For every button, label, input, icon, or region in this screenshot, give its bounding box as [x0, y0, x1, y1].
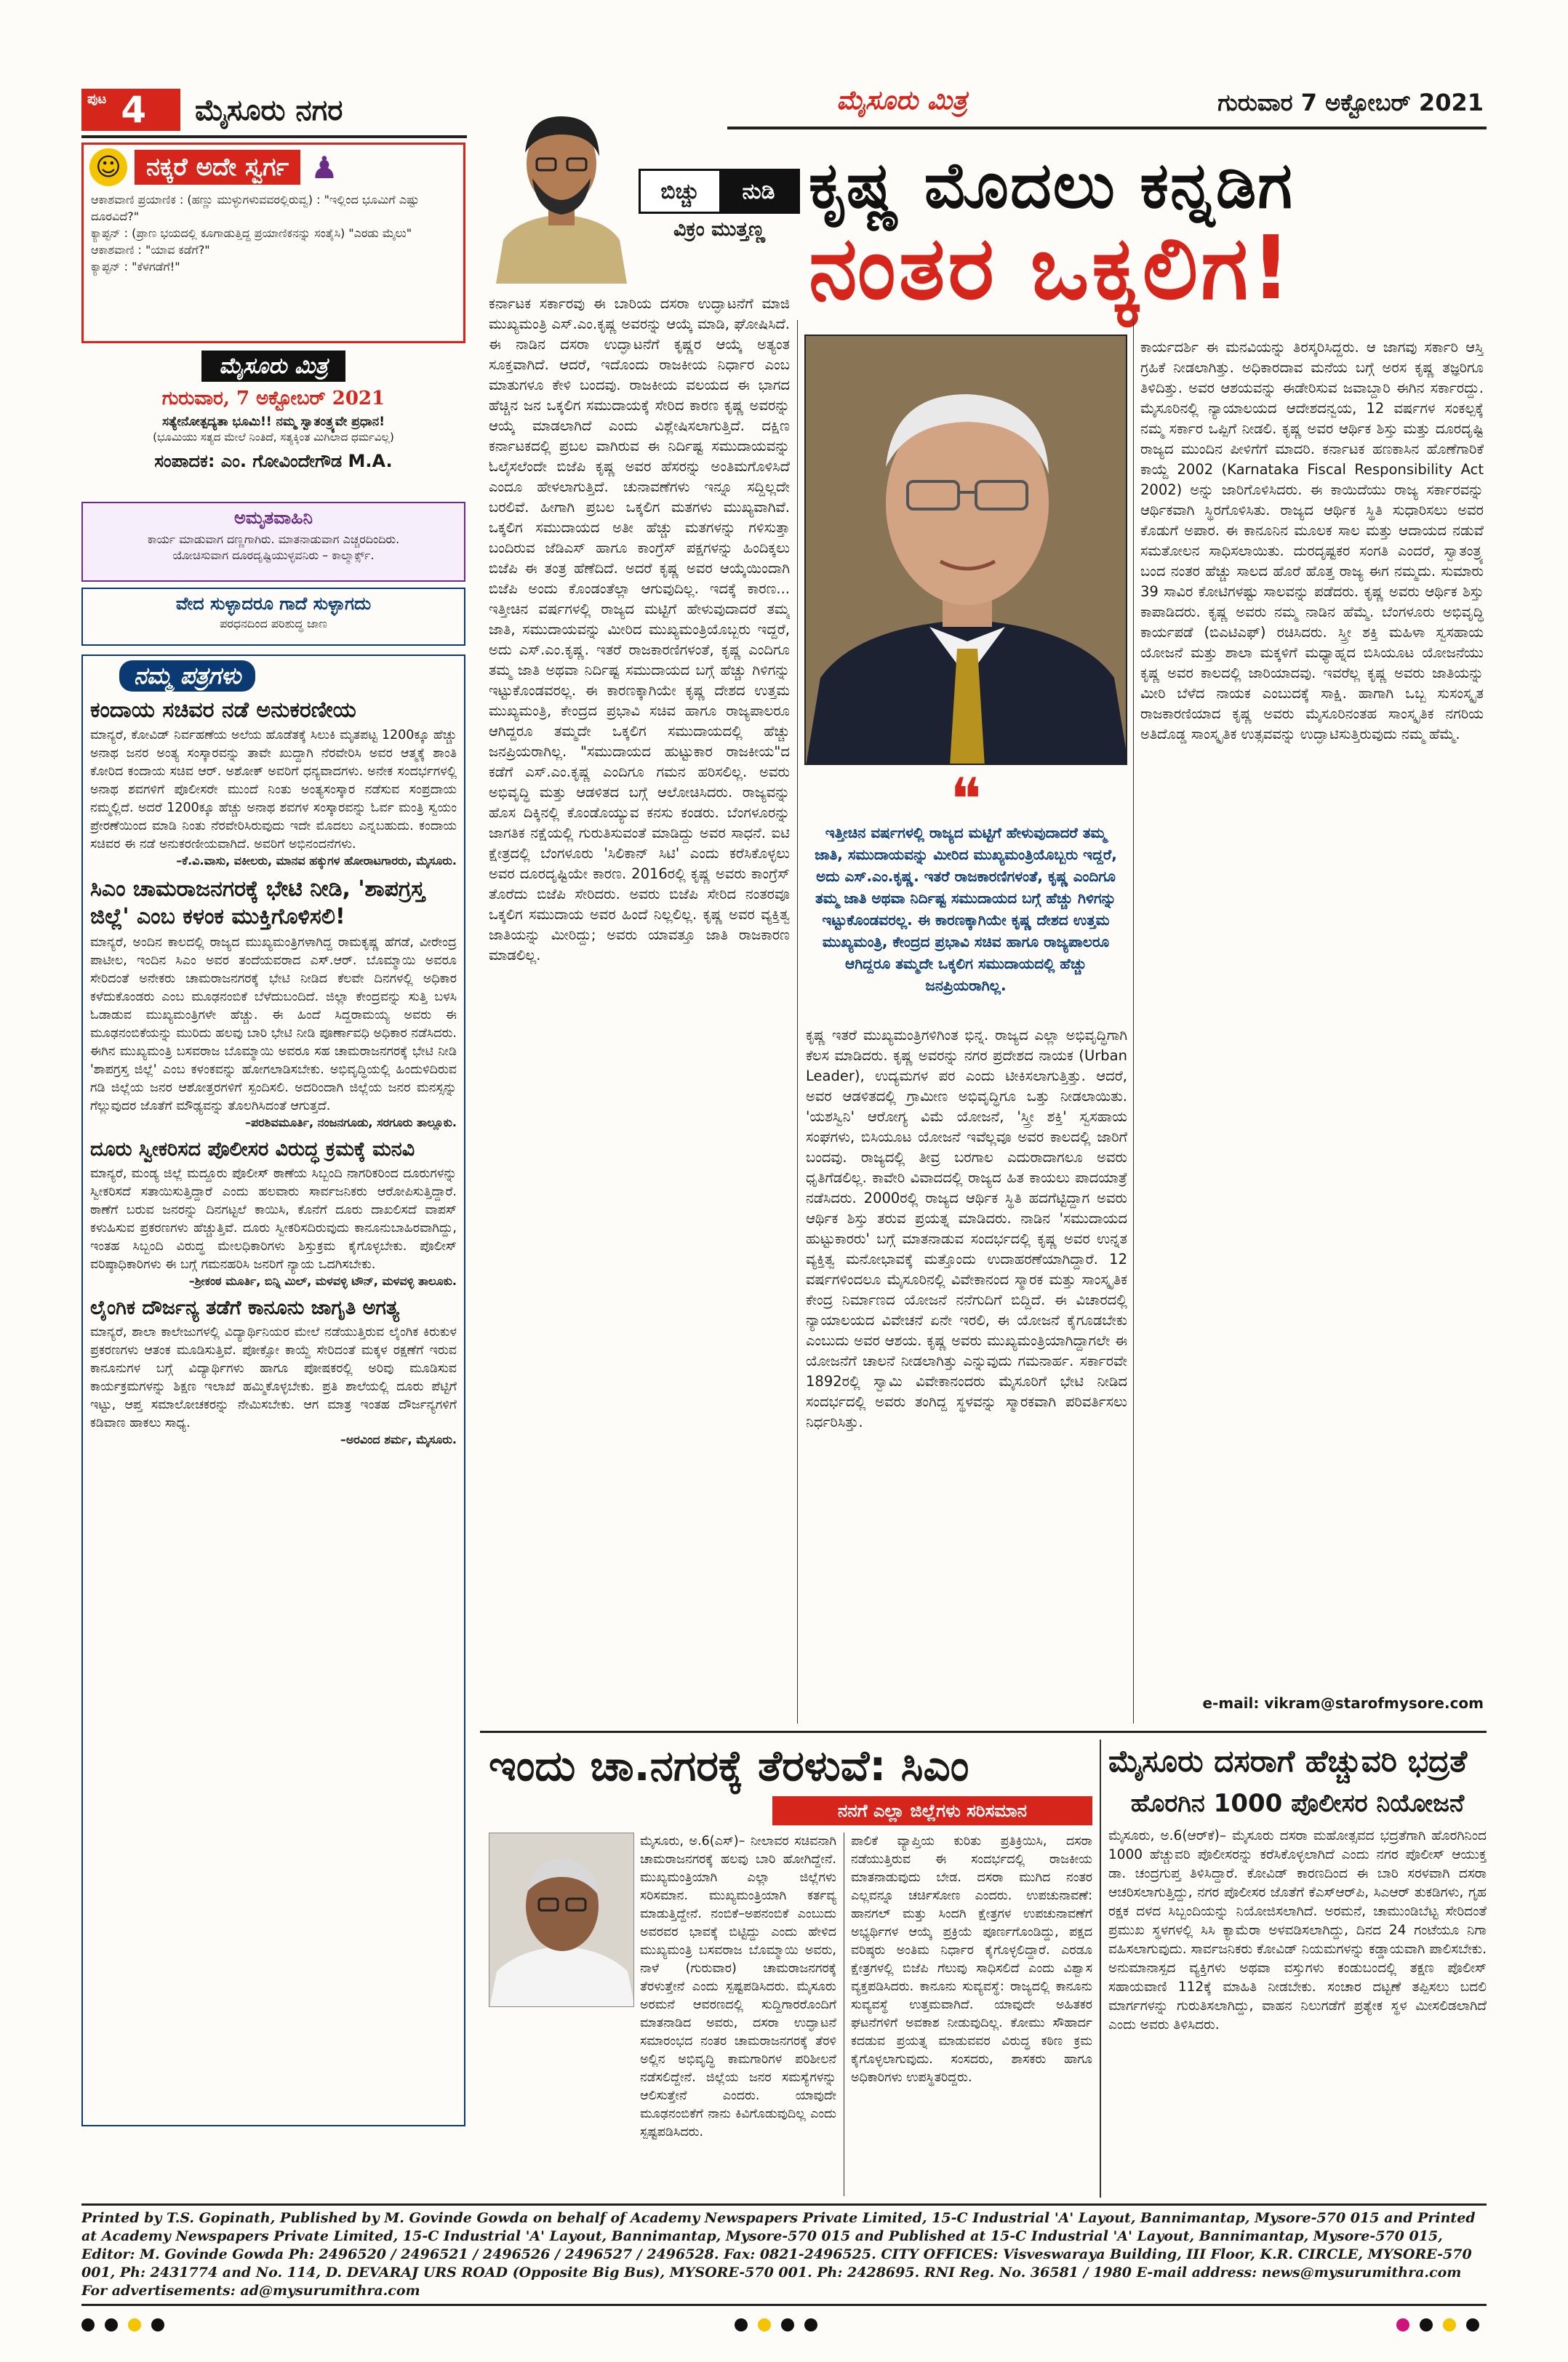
amruthavani-title: ಅಮೃತವಾಹಿನಿ	[234, 508, 313, 528]
yellow-dot	[1443, 2318, 1456, 2331]
security-story-body: ಮೈಸೂರು, ಅ.6(ಆರ್‌ಕೆ)– ಮೈಸೂರು ದಸರಾ ಮಹೋತ್ಸವದ ಭದ್ರತೆಗಾಗಿ ಹೊರಗಿನಿಂದ 1000 ಹೆಚ್ಚುವರಿ ಪೊಲೀಸರನ್ನು ಕರೆಸಿಕೊಳ್ಳಲಾಗಿದೆ ಎಂದು ನಗರ ಪೊಲೀಸ್ ಆಯುಕ್ತ ಡಾ. ಚಂದ್ರಗುಪ್ತ ತಿಳಿಸಿದ್ದಾರೆ. ಕೋವಿಡ್ ಕಾರಣದಿಂದ ಈ ಬಾರಿ ಸರಳವಾಗಿ ದಸರಾ ಆಚರಿಸಲಾಗುತ್ತಿದ್ದು, ನಗರ ಪೊಲೀಸರ ಜೊತೆಗೆ ಕೆಎಸ್‌ಆರ್‌ಪಿ, ಸಿಎಆರ್ ತುಕಡಿಗಳು, ಗೃಹ ರಕ್ಷಕ ದಳದ ಸಿಬ್ಬಂದಿಯನ್ನು ನಿಯೋಜಿಸಲಾಗಿದೆ. ಅರಮನೆ, ಚಾಮುಂಡಿಬೆಟ್ಟ ಸೇರಿದಂತೆ ಪ್ರಮುಖ ಸ್ಥಳಗಳಲ್ಲಿ ಸಿಸಿ ಕ್ಯಾಮೆರಾ ಅಳವಡಿಸಲಾಗಿದ್ದು, ದಿನದ 24 ಗಂಟೆಯೂ ನಿಗಾ ವಹಿಸಲಾಗುವುದು. ಸಾರ್ವಜನಿಕರು ಕೋವಿಡ್ ನಿಯಮಗಳನ್ನು ಕಡ್ಡಾಯವಾಗಿ ಪಾಲಿಸಬೇಕು. ಅನುಮಾನಾಸ್ಪದ ವ್ಯಕ್ತಿಗಳು ಅಥವಾ ವಸ್ತುಗಳು ಕಂಡುಬಂದಲ್ಲಿ ತಕ್ಷಣ ಪೊಲೀಸ್ ಸಹಾಯವಾಣಿ 112ಕ್ಕೆ ಮಾಹಿತಿ ನೀಡಬೇಕು. ಸಂಚಾರ ದಟ್ಟಣೆ ತಪ್ಪಿಸಲು ಬದಲಿ ಮಾರ್ಗಗಳನ್ನು ಗುರುತಿಸಲಾಗಿದ್ದು, ವಾಹನ ನಿಲುಗಡೆಗೆ ಪ್ರತ್ಯೇಕ ಸ್ಥಳ ಮೀಸಲಿಡಲಾಗಿದೆ ಎಂದು ಅವರು ತಿಳಿಸಿದರು.	[1108, 1828, 1487, 2033]
column-kicker	[639, 169, 800, 214]
cm-portrait-image	[489, 1833, 634, 2007]
proverb-box	[81, 588, 465, 646]
laughing-face-icon: ☺	[89, 148, 127, 186]
sm-krishna-photo	[804, 335, 1127, 765]
humor-title: ನಕ್ಕರೆ ಅದೇ ಸ್ವರ್ಗ	[135, 150, 300, 185]
columnist-portrait-image	[489, 95, 634, 284]
pull-quote-text: ಇತ್ತೀಚಿನ ವರ್ಷಗಳಲ್ಲಿ ರಾಜ್ಯದ ಮಟ್ಟಿಗೆ ಹೇಳುವುದಾದರೆ ತಮ್ಮ ಜಾತಿ, ಸಮುದಾಯವನ್ನು ಮೀರಿದ ಮುಖ್ಯಮಂತ್ರಿಯೊಬ್ಬರು ಇದ್ದರೆ, ಅದು ಎಸ್.ಎಂ.ಕೃಷ್ಣ. ಇತರೆ ರಾಜಕಾರಣಿಗಳಂತೆ, ಕೃಷ್ಣ ಎಂದಿಗೂ ತಮ್ಮ ಜಾತಿ ಅಥವಾ ನಿರ್ದಿಷ್ಟ ಸಮುದಾಯದ ಬಗ್ಗೆ ಹೆಚ್ಚು ಗಿಳಿಗನ್ನು ಇಟ್ಟುಕೊಂಡವರಲ್ಲ. ಈ ಕಾರಣಕ್ಕಾಗಿಯೇ ಕೃಷ್ಣ ದೇಶದ ಉತ್ತಮ ಮುಖ್ಯಮಂತ್ರಿ, ಕೇಂದ್ರದ ಪ್ರಭಾವಿ ಸಚಿವ ಹಾಗೂ ರಾಜ್ಯಪಾಲರೂ ಆಗಿದ್ದರೂ ತಮ್ಮದೇ ಒಕ್ಕಲಿಗ ಸಮುದಾಯದಲ್ಲಿ ಹೆಚ್ಚು ಜನಪ್ರಿಯರಾಗಿಲ್ಲ.	[815, 824, 1117, 994]
amruthavani-box	[81, 502, 465, 582]
proverb-line: ವೇದ ಸುಳ್ಳಾದರೂ ಗಾದೆ ಸುಳ್ಳಾಗದು	[175, 593, 372, 614]
black-dot	[105, 2318, 118, 2331]
edition-motto-translation: (ಭೂಮಿಯು ಸತ್ಯದ ಮೇಲೆ ನಿಂತಿದೆ, ಸತ್ಯಕ್ಕಿಂತ ಮಿಗಿಲಾದ ಧರ್ಮವಿಲ್ಲ)	[153, 431, 394, 444]
cm-photo	[489, 1833, 634, 2007]
letter-title: ದೂರು ಸ್ವೀಕರಿಸದ ಪೊಲೀಸರ ವಿರುದ್ಧ ಕ್ರಮಕ್ಕೆ ಮನವಿ	[90, 1138, 415, 1161]
column-body-col1: ಕರ್ನಾಟಕ ಸರ್ಕಾರವು ಈ ಬಾರಿಯ ದಸರಾ ಉದ್ಘಾಟನೆಗೆ ಮಾಜಿ ಮುಖ್ಯಮಂತ್ರಿ ಎಸ್.ಎಂ.ಕೃಷ್ಣ ಅವರನ್ನು ಆಯ್ಕೆ ಮಾಡಿ, ಘೋಷಿಸಿದೆ. ಈ ನಾಡಿನ ದಸರಾ ಉದ್ಘಾಟನೆಗೆ ಕೃಷ್ಣರ ಆಯ್ಕೆ ಅತ್ಯಂತ ಸೂಕ್ತವಾಗಿದೆ. ಆದರೆ, ಇದೊಂದು ರಾಜಕೀಯ ನಿರ್ಧಾರ ಎಂಬ ಮಾತುಗಳೂ ಕೇಳಿ ಬಂದವು. ರಾಜಕೀಯ ವಲಯದ ಈ ಭಾಗದ ಹೆಚ್ಚಿನ ಜನ ಒಕ್ಕಲಿಗ ಸಮುದಾಯಕ್ಕೆ ಸೇರಿದ ಕಾರಣ ಕೃಷ್ಣ ಅವರನ್ನು ಆಯ್ಕೆ ಮಾಡಲಾಗಿದೆ ಎಂದು ವಿಶ್ಲೇಷಿಸಲಾಗುತ್ತಿದೆ. ದಕ್ಷಿಣ ಕರ್ನಾಟಕದಲ್ಲಿ ಪ್ರಬಲ ವಾಗಿರುವ ಈ ನಿರ್ದಿಷ್ಟ ಸಮುದಾಯವನ್ನು ಓಲೈಸಲೆಂದೇ ಬಿಜೆಪಿ ಕೃಷ್ಣ ಅವರ ಹೆಸರನ್ನು ಅಂತಿಮಗೊಳಿಸಿದೆ ಎಂದೂ ಹೇಳಲಾಗುತ್ತಿದೆ. ಚುನಾವಣೆಗಳು ಇನ್ನೂ ಸದ್ದಿಲ್ಲದೇ ಬರಲಿವೆ. ಹೀಗಾಗಿ ಪ್ರಬಲ ಒಕ್ಕಲಿಗ ಮತಗಳು ಮುಖ್ಯವಾಗಿವೆ. ಒಕ್ಕಲಿಗ ಸಮುದಾಯದ ಅತೀ ಹೆಚ್ಚು ಮತಗಳನ್ನು ಗಳಿಸುತ್ತಾ ಬಂದಿರುವ ಜೆಡಿಎಸ್ ಹಾಗೂ ಕಾಂಗ್ರೆಸ್ ಪಕ್ಷಗಳನ್ನು ಹಿಂದಿಕ್ಕಲು ಬಿಜೆಪಿ ಈ ತಂತ್ರ ಹೆಣೆದಿದೆ. ಅದರೆ ಕೃಷ್ಣ ಅವರ ಆಯ್ಕೆಯಿಂದಾಗಿ ಬಿಜೆಪಿ ಅಂದು ಕೊಂಡಂತೆಲ್ಲಾ ಆಗುವುದಿಲ್ಲ. ಇದಕ್ಕೆ ಕಾರಣ... ಇತ್ತೀಚಿನ ವರ್ಷಗಳಲ್ಲಿ ರಾಜ್ಯದ ಮಟ್ಟಿಗೆ ಹೇಳುವುದಾದರೆ ತಮ್ಮ ಜಾತಿ, ಸಮುದಾಯವನ್ನು ಮೀರಿದ ಮುಖ್ಯಮಂತ್ರಿಯೊಬ್ಬರು ಇದ್ದರೆ, ಅದು ಎಸ್.ಎಂ.ಕೃಷ್ಣ. ಇತರೆ ರಾಜಕಾರಣಿಗಳಂತೆ, ಕೃಷ್ಣ ಎಂದಿಗೂ ತಮ್ಮ ಜಾತಿ ಅಥವಾ ನಿರ್ದಿಷ್ಟ ಸಮುದಾಯದ ಬಗ್ಗೆ ಹೆಚ್ಚು ಗಿಳಿಗನ್ನು ಇಟ್ಟುಕೊಂಡವರಲ್ಲ. ಈ ಕಾರಣಕ್ಕಾಗಿಯೇ ಕೃಷ್ಣ ದೇಶದ ಉತ್ತಮ ಮುಖ್ಯಮಂತ್ರಿ, ಕೇಂದ್ರದ ಪ್ರಭಾವಿ ಸಚಿವ ಹಾಗೂ ರಾಜ್ಯಪಾಲರೂ ಆಗಿದ್ದರೂ ತಮ್ಮದೇ ಒಕ್ಕಲಿಗ ಸಮುದಾಯದಲ್ಲಿ ಹೆಚ್ಚು ಜನಪ್ರಿಯರಾಗಿಲ್ಲ. "ಸಮುದಾಯದ ಹುಟ್ಟುಕಾರ ರಾಜಕೀಯ"ದ ಕಡೆಗೆ ಎಸ್.ಎಂ.ಕೃಷ್ಣ ಎಂದಿಗೂ ಗಮನ ಹರಿಸಲಿಲ್ಲ. ಅವರು ಅಭಿವೃದ್ಧಿ ಮತ್ತು ಆಡಳಿತದ ಬಗ್ಗೆ ಆಲೋಚಿಸಿದರು. ರಾಜ್ಯವನ್ನು ಹೊಸ ದಿಕ್ಕಿನಲ್ಲಿ ಕೊಂಡೊಯ್ಯುವ ಕನಸು ಕಂಡರು. ಬೆಂಗಳೂರನ್ನು ಜಾಗತಿಕ ನಕ್ಷೆಯಲ್ಲಿ ಗುರುತಿಸುವಂತೆ ಮಾಡಿದ್ದು ಅವರ ಸಾಧನೆ. ಐಟಿ ಕ್ಷೇತ್ರದಲ್ಲಿ ಬೆಂಗಳೂರು 'ಸಿಲಿಕಾನ್ ಸಿಟಿ' ಎಂದು ಕರೆಸಿಕೊಳ್ಳಲು ಅವರ ದೂರದೃಷ್ಟಿಯೇ ಕಾರಣ. 2016ರಲ್ಲಿ ಕೃಷ್ಣ ಅವರು ಕಾಂಗ್ರೆಸ್ ತೊರೆದು ಬಿಜೆಪಿ ಸೇರಿದರು. ಅವರು ಬಿಜೆಪಿ ಸೇರಿದ ನಂತರವೂ ಒಕ್ಕಲಿಗ ಸಮುದಾಯ ಅವರ ಹಿಂದೆ ನಿಲ್ಲಲಿಲ್ಲ. ಕೃಷ್ಣ ಅವರ ವ್ಯಕ್ತಿತ್ವ ಜಾತಿಯನ್ನು ಮೀರಿದ್ದು; ಅವರು ಯಾವತ್ತೂ ಜಾತಿ ರಾಜಕಾರಣ ಮಾಡಲಿಲ್ಲ.	[489, 295, 790, 964]
humor-box	[81, 143, 465, 343]
letter-author: –ಅರವಿಂದ ಶರ್ಮ, ಮೈಸೂರು.	[340, 1433, 457, 1446]
column-headline-2: ನಂತರ ಒಕ್ಕಲಿಗ!	[809, 218, 1294, 319]
cm-story-body-1: ಮೈಸೂರು, ಅ.6(ಎಸ್)– ನೀಲಾವರ ಸಚಿವನಾಗಿ ಚಾಮರಾಜನಗರಕ್ಕೆ ಹಲವು ಬಾರಿ ಹೋಗಿದ್ದೇನೆ. ಮುಖ್ಯಮಂತ್ರಿಯಾಗಿ ಎಲ್ಲಾ ಜಿಲ್ಲೆಗಳು ಸರಿಸಮಾನ. ಮುಖ್ಯಮಂತ್ರಿಯಾಗಿ ಕರ್ತವ್ಯ ಮಾಡುತ್ತಿದ್ದೇನೆ. ನಂಬಿಕೆ–ಅಪನಂಬಿಕೆ ಎಂಬುದು ಅವರವರ ಭಾವಕ್ಕೆ ಬಿಟ್ಟಿದ್ದು ಎಂದು ಹೇಳಿದ ಮುಖ್ಯಮಂತ್ರಿ ಬಸವರಾಜ ಬೊಮ್ಮಾಯಿ ಅವರು, ನಾಳೆ (ಗುರುವಾರ) ಚಾಮರಾಜನಗರಕ್ಕೆ ತೆರಳುತ್ತೇನೆ ಎಂದು ಸ್ಪಷ್ಟಪಡಿಸಿದರು. ಮೈಸೂರು ಅರಮನೆ ಆವರಣದಲ್ಲಿ ಸುದ್ದಿಗಾರರೊಂದಿಗೆ ಮಾತನಾಡಿದ ಅವರು, ದಸರಾ ಉದ್ಘಾಟನೆ ಸಮಾರಂಭದ ನಂತರ ಚಾಮರಾಜನಗರಕ್ಕೆ ತೆರಳಿ ಅಲ್ಲಿನ ಅಭಿವೃದ್ಧಿ ಕಾಮಗಾರಿಗಳ ಪರಿಶೀಲನೆ ನಡೆಸಲಿದ್ದೇನೆ. ಜಿಲ್ಲೆಯ ಜನರ ಸಮಸ್ಯೆಗಳನ್ನು ಆಲಿಸುತ್ತೇನೆ ಎಂದರು. ಯಾವುದೇ ಮೂಢನಂಬಿಕೆಗೆ ನಾನು ಕಿವಿಗೊಡುವುದಿಲ್ಲ ಎಂದು ಸ್ಪಷ್ಟಪಡಿಸಿದರು.	[640, 1834, 836, 2139]
black-dot	[1420, 2318, 1433, 2331]
edition-box	[81, 348, 465, 499]
section-rule	[480, 1731, 1487, 1733]
quote-mark-icon: ❝	[950, 766, 982, 833]
registration-marks-left	[81, 2318, 175, 2334]
column-body-col2: ಕೃಷ್ಣ ಇತರೆ ಮುಖ್ಯಮಂತ್ರಿಗಳಿಗಿಂತ ಭಿನ್ನ. ರಾಜ್ಯದ ಎಲ್ಲಾ ಅಭಿವೃದ್ಧಿಗಾಗಿ ಕೆಲಸ ಮಾಡಿದರು. ಕೃಷ್ಣ ಅವರನ್ನು ನಗರ ಪ್ರದೇಶದ ನಾಯಕ (Urban Leader), ಉದ್ಯಮಗಳ ಪರ ಎಂದು ಟೀಕಿಸಲಾಗುತ್ತಿತ್ತು. ಆದರೆ, ಅವರ ಆಡಳಿತದಲ್ಲಿ ಗ್ರಾಮೀಣ ಅಭಿವೃದ್ಧಿಗೂ ಒತ್ತು ನೀಡಲಾಯಿತು. 'ಯಶಸ್ವಿನಿ' ಆರೋಗ್ಯ ವಿಮೆ ಯೋಜನೆ, 'ಸ್ತ್ರೀ ಶಕ್ತಿ' ಸ್ವಸಹಾಯ ಸಂಘಗಳು, ಬಿಸಿಯೂಟ ಯೋಜನೆ ಇವೆಲ್ಲವೂ ಅವರ ಕಾಲದಲ್ಲಿ ಜಾರಿಗೆ ಬಂದವು. ರಾಜ್ಯದಲ್ಲಿ ತೀವ್ರ ಬರಗಾಲ ಎದುರಾದಾಗಲೂ ಅವರು ಧೃತಿಗೆಡಲಿಲ್ಲ. ಕಾವೇರಿ ವಿವಾದದಲ್ಲಿ ರಾಜ್ಯದ ಹಿತ ಕಾಯಲು ಪಾದಯಾತ್ರೆ ನಡೆಸಿದರು. 2000ರಲ್ಲಿ ರಾಜ್ಯದ ಆರ್ಥಿಕ ಸ್ಥಿತಿ ಹದಗೆಟ್ಟಿದ್ದಾಗ ಅವರು ಆರ್ಥಿಕ ಶಿಸ್ತು ತರುವ ಪ್ರಯತ್ನ ಮಾಡಿದರು. ನಾಡಿನ 'ಸಮುದಾಯದ ಹುಟ್ಟುಕಾರರು' ಬಗ್ಗೆ ಮಾತನಾಡುವ ಸಂದರ್ಭದಲ್ಲಿ ಕೃಷ್ಣ ಅವರ ಉನ್ನತ ವ್ಯಕ್ತಿತ್ವ ಮನೋಭಾವಕ್ಕೆ ಮತ್ತೊಂದು ಉದಾಹರಣೆಯಾಗಿದ್ದಾರೆ. 12 ವರ್ಷಗಳಿಂದಲೂ ಮೈಸೂರಿನಲ್ಲಿ ವಿವೇಕಾನಂದ ಸ್ಮಾರಕ ಮತ್ತು ಸಾಂಸ್ಕೃತಿಕ ಕೇಂದ್ರ ನಿರ್ಮಾಣದ ಯೋಜನೆ ನನೆಗುದಿಗೆ ಬಿದ್ದಿದೆ. ಈ ವಿಚಾರದಲ್ಲಿ ನ್ಯಾಯಾಲಯದ ವಿವೇಚನೆ ಏನೇ ಇರಲಿ, ಈ ಯೋಜನೆ ಕೈಗೂಡಬೇಕು ಎಂಬುದು ಅವರ ಆಶಯ. ಕೃಷ್ಣ ಅವರು ಮುಖ್ಯಮಂತ್ರಿಯಾಗಿದ್ದಾಗಲೇ ಈ ಯೋಜನೆಗೆ ಚಾಲನೆ ನೀಡಲಾಗಿತ್ತು ಎನ್ನುವುದು ಗಮನಾರ್ಹ. ಸರ್ಕಾರವೇ 1892ರಲ್ಲಿ ಸ್ವಾಮಿ ವಿವೇಕಾನಂದರು ಮೈಸೂರಿಗೆ ಭೇಟಿ ನೀಡಿದ ಸಂದರ್ಭದಲ್ಲಿ ಅವರು ತಂಗಿದ್ದ ಸ್ಥಳವನ್ನು ಸ್ಮಾರಕವಾಗಿ ಪರಿವರ್ತಿಸಲು ನಿರ್ಧರಿಸಿತ್ತು.	[806, 1027, 1127, 1430]
magenta-dot	[1396, 2318, 1409, 2331]
registration-marks-center	[735, 2318, 828, 2334]
masthead-rule-left	[81, 135, 467, 138]
amruthavani-line: ಕಾರ್ಯ ಮಾಡುವಾಗ ದಣ್ಣಗಾಗಿರು. ಮಾತನಾಡುವಾಗ ಎಚ್ಚರದಿಂದಿರು.	[147, 532, 400, 546]
column-divider	[797, 320, 798, 1724]
letters-header: ನಮ್ಮ ಪತ್ರಗಳು	[119, 660, 255, 692]
page-label: ಪುಟ	[87, 92, 107, 107]
registration-marks-right	[1396, 2318, 1489, 2334]
letter-body: ಮಾನ್ಯರೆ, ಕೋವಿಡ್ ನಿರ್ವಹಣೆಯ ಅಲೆಯ ಹೊಡೆತಕ್ಕೆ ಸಿಲುಕಿ ಮೃತಪಟ್ಟ 1200ಕ್ಕೂ ಹೆಚ್ಚು ಅನಾಥ ಜನರ ಅಂತ್ಯ ಸಂಸ್ಕಾರವನ್ನು ತಾವೇ ಖುದ್ದಾಗಿ ನೆರವೇರಿಸಿ ಅವರ ಆತ್ಮಕ್ಕೆ ಶಾಂತಿ ಕೋರಿದ ಕಂದಾಯ ಸಚಿವ ಆರ್. ಅಶೋಕ್ ಅವರಿಗೆ ಧನ್ಯವಾದಗಳು. ಅನೇಕ ಸಂದರ್ಭಗಳಲ್ಲಿ ಅನಾಥ ಶವಗಳಿಗೆ ಪೊಲೀಸರೇ ಮುಂದೆ ನಿಂತು ಅಂತ್ಯಸಂಸ್ಕಾರ ನಡೆಸುವ ಸಂಪ್ರದಾಯ ನಮ್ಮಲ್ಲಿದೆ. ಅದರೆ 1200ಕ್ಕೂ ಹೆಚ್ಚು ಅನಾಥ ಶವಗಳ ಸಂಸ್ಕಾರವನ್ನು ಓರ್ವ ಮಂತ್ರಿ ಸ್ವಯಂ ಪ್ರೇರಣೆಯಿಂದ ಮಾಡಿ ನಿಂತು ನೆರವೇರಿಸಿರುವುದು ಇದೇ ಮೊದಲು ಎನ್ನಬಹುದು. ಕಂದಾಯ ಸಚಿವರ ಈ ನಡೆ ಅನುಕರಣೀಯವಾಗಿದೆ. ಅವರಿಗೆ ಅಭಿನಂದನೆಗಳು.	[90, 728, 457, 852]
security-story-subhead: ಹೊರಗಿನ 1000 ಪೊಲೀಸರ ನಿಯೋಜನೆ	[1130, 1789, 1465, 1818]
black-dot	[81, 2318, 95, 2331]
column-author: ವಿಕ್ರಂ ಮುತ್ತಣ್ಣ	[673, 218, 765, 241]
editor-line: ಸಂಪಾದಕ: ಎಂ. ಗೋವಿಂದೇಗೌಡ M.A.	[154, 451, 393, 471]
kicker-part-b: ನುಡಿ	[719, 171, 798, 212]
letters-section	[81, 654, 465, 2126]
column-headline-1: ಕೃಷ್ಣ ಮೊದಲು ಕನ್ನಡಿಗ	[809, 148, 1294, 223]
pull-quote	[804, 766, 1127, 1018]
black-dot	[735, 2318, 748, 2331]
column-body-col3: ಕಾರ್ಯದರ್ಶಿ ಈ ಮನವಿಯನ್ನು ತಿರಸ್ಕರಿಸಿದ್ದರು. ಆ ಜಾಗವು ಸರ್ಕಾರಿ ಆಸ್ತಿ ಗ್ರಹಿಕೆ ನೀಡಲಾಗಿತ್ತು. ಅಧಿಕಾರದಾವ ಮನೆಯ ಬಗ್ಗೆ ಅರಸ ಕೃಷ್ಣ ತಜ್ಞರಿಗೂ ತಿಳಿದಿತ್ತು. ಅವರ ಆಶಯವನ್ನು ಈಡೇರಿಸುವ ಜವಾಬ್ದಾರಿ ಈಗಿನ ಸರ್ಕಾರದ್ದು. ಮೈಸೂರಿನಲ್ಲಿ ನ್ಯಾಯಾಲಯದ ಆದೇಶದನ್ವಯ, 12 ವರ್ಷಗಳ ಸಂಕಲ್ಪಕ್ಕೆ ನಮ್ಮ ಸರ್ಕಾರ ಒಪ್ಪಿಗೆ ನೀಡಲಿ. ಕೃಷ್ಣ ಅವರ ಆರ್ಥಿಕ ಶಿಸ್ತು ಮತ್ತು ದೂರದೃಷ್ಟಿ ರಾಜ್ಯದ ಮುಂದಿನ ಪೀಳಿಗೆಗೆ ಮಾದರಿ. ಕರ್ನಾಟಕ ಹಣಕಾಸಿನ ಹೊಣೆಗಾರಿಕೆ ಕಾಯ್ದೆ 2002 (Karnataka Fiscal Responsibility Act 2002) ಅನ್ನು ಜಾರಿಗೊಳಿಸಿದರು. ಈ ಕಾಯಿದೆಯು ರಾಜ್ಯ ಸರ್ಕಾರವನ್ನು ಆರ್ಥಿಕವಾಗಿ ಸ್ಥಿರಗೊಳಿಸಿತು. ರಾಜ್ಯದ ಆರ್ಥಿಕ ಸ್ಥಿತಿ ಸುಧಾರಿಸಲು ಅವರ ಕೊಡುಗೆ ಅಪಾರ. ಈ ಕಾನೂನಿನ ಮೂಲಕ ಸಾಲ ಮತ್ತು ಆದಾಯದ ನಡುವೆ ಸಮತೋಲನ ಸಾಧಿಸಲಾಯಿತು. ದುರದೃಷ್ಟಕರ ಸಂಗತಿ ಎಂದರೆ, ಸ್ವಾತಂತ್ರ್ಯ ಬಂದ ನಂತರ ಹೆಚ್ಚು ಸಾಲದ ಹೊರೆ ಹೊತ್ತ ರಾಜ್ಯ ಈಗ ನಮ್ಮದು. ಸುಮಾರು 39 ಸಾವಿರ ಕೋಟಿಗಳಷ್ಟು ಸಾಲವನ್ನು ಪಡೆದರು. ಕೃಷ್ಣ ಅವರು ಆರ್ಥಿಕ ಶಿಸ್ತು ಕಾಪಾಡಿದರು. ಕೃಷ್ಣ ಅವರು ನಮ್ಮ ನಾಡಿನ ಹೆಮ್ಮೆ. ಬೆಂಗಳೂರು ಅಭಿವೃದ್ಧಿ ಕಾರ್ಯಪಡೆ (ಬಿಎಟಿಎಫ್) ರಚಿಸಿದರು. ಸ್ತ್ರೀ ಶಕ್ತಿ ಮಹಿಳಾ ಸ್ವಸಹಾಯ ಯೋಜನೆ ಮತ್ತು ಶಾಲಾ ಮಕ್ಕಳಿಗೆ ಮಧ್ಯಾಹ್ನದ ಬಿಸಿಯೂಟ ಯೋಜನೆಯು ಕೃಷ್ಣ ಅವರ ಕಾಲದಲ್ಲಿ ಜಾರಿಯಾದವು. ಇವರೆಲ್ಲ ಕೃಷ್ಣ ಅವರು ಜಾತಿಯನ್ನು ಮೀರಿ ಬೆಳೆದ ನಾಯಕ ಎಂಬುದಕ್ಕೆ ಸಾಕ್ಷಿ. ಹಾಗಾಗಿ ಒಬ್ಬ ಸುಸಂಸ್ಕೃತ ರಾಜಕಾರಣಿಯಾದ ಕೃಷ್ಣ ಅವರು ಮೈಸೂರಿನಂತಹ ಸಾಂಸ್ಕೃತಿಕ ನಗರಿಯ ಅತಿದೊಡ್ಡ ಸಾಂಸ್ಕೃತಿಕ ಉತ್ಸವವನ್ನು ಉದ್ಘಾಟಿಸುತ್ತಿರುವುದು ನಮ್ಮ ಹೆಮ್ಮೆ.	[1140, 339, 1484, 742]
header-date: ಗುರುವಾರ 7 ಅಕ್ಟೋಬರ್ 2021	[1217, 89, 1484, 116]
black-dot	[781, 2318, 794, 2331]
letter-body: ಮಾನ್ಯರೆ, ಮಂಡ್ಯ ಜಿಲ್ಲೆ ಮದ್ದೂರು ಪೊಲೀಸ್ ಠಾಣೆಯ ಸಿಬ್ಬಂದಿ ನಾಗರಿಕರಿಂದ ದೂರುಗಳನ್ನು ಸ್ವೀಕರಿಸದೆ ಸತಾಯಿಸುತ್ತಿದ್ದಾರೆ ಎಂದು ಹಲವಾರು ಸಾರ್ವಜನಿಕರು ಆರೋಪಿಸುತ್ತಿದ್ದಾರೆ. ಠಾಣೆಗೆ ಬರುವ ಜನರನ್ನು ದಿನಗಟ್ಟಲೆ ಕಾಯಿಸಿ, ಕೊನೆಗೆ ದೂರು ದಾಖಲಿಸದೆ ವಾಪಸ್ ಕಳುಹಿಸುವ ಪ್ರಕರಣಗಳು ಹೆಚ್ಚುತ್ತಿವೆ. ದೂರು ಸ್ವೀಕರಿಸದಿರುವುದು ಕಾನೂನುಬಾಹಿರವಾಗಿದ್ದು, ಇಂತಹ ಸಿಬ್ಬಂದಿ ವಿರುದ್ಧ ಮೇಲಧಿಕಾರಿಗಳು ಶಿಸ್ತುಕ್ರಮ ಕೈಗೊಳ್ಳಬೇಕು. ಪೊಲೀಸ್ ವರಿಷ್ಠಾಧಿಕಾರಿಗಳು ಈ ಬಗ್ಗೆ ಗಮನಹರಿಸಿ ಜನರಿಗೆ ನ್ಯಾಯ ಒದಗಿಸಬೇಕು.	[90, 1166, 457, 1272]
edition-motto: ಸತ್ಯೇನೋತ್ಪದ್ಯತಾ ಭೂಮಿ!! ನಮ್ಮ ಸ್ವಾತಂತ್ರ್ಯವೇ ಪ್ರಧಾನ!	[162, 415, 385, 429]
cm-story-subhead: ನನಗೆ ಎಲ್ಲಾ ಜಿಲ್ಲೆಗಳು ಸರಿಸಮಾನ	[772, 1796, 1092, 1825]
humor-line: ಕ್ಯಾಪ್ಟನ್ : "ಕೆಳಗಡೆಗೆ!"	[91, 260, 180, 273]
masthead-rule-right	[727, 127, 1487, 129]
sm-krishna-portrait-image	[806, 336, 1127, 765]
cm-story-body-2: ಪಾಲಿಕೆ ವ್ಯಾಪ್ತಿಯ ಕುರಿತು ಪ್ರತಿಕ್ರಿಯಿಸಿ, ದಸರಾ ನಡೆಯುತ್ತಿರುವ ಈ ಸಂದರ್ಭದಲ್ಲಿ ರಾಜಕೀಯ ಮಾತನಾಡುವುದು ಬೇಡ. ದಸರಾ ಮುಗಿದ ನಂತರ ಎಲ್ಲವನ್ನೂ ಚರ್ಚಿಸೋಣ ಎಂದರು. ಉಪಚುನಾವಣೆ: ಹಾನಗಲ್ ಮತ್ತು ಸಿಂದಗಿ ಕ್ಷೇತ್ರಗಳ ಉಪಚುನಾವಣೆಗೆ ಅಭ್ಯರ್ಥಿಗಳ ಆಯ್ಕೆ ಪ್ರಕ್ರಿಯೆ ಪೂರ್ಣಗೊಂಡಿದ್ದು, ಪಕ್ಷದ ವರಿಷ್ಠರು ಅಂತಿಮ ನಿರ್ಧಾರ ಕೈಗೊಳ್ಳಲಿದ್ದಾರೆ. ಎರಡೂ ಕ್ಷೇತ್ರಗಳಲ್ಲಿ ಬಿಜೆಪಿ ಗೆಲುವು ಸಾಧಿಸಲಿದೆ ಎಂದು ವಿಶ್ವಾಸ ವ್ಯಕ್ತಪಡಿಸಿದರು. ಕಾನೂನು ಸುವ್ಯವಸ್ಥೆ: ರಾಜ್ಯದಲ್ಲಿ ಕಾನೂನು ಸುವ್ಯವಸ್ಥೆ ಉತ್ತಮವಾಗಿದೆ. ಯಾವುದೇ ಅಹಿತಕರ ಘಟನೆಗಳಿಗೆ ಅವಕಾಶ ನೀಡುವುದಿಲ್ಲ. ಕೋಮು ಸೌಹಾರ್ದ ಕದಡುವ ಪ್ರಯತ್ನ ಮಾಡುವವರ ವಿರುದ್ಧ ಕಠಿಣ ಕ್ರಮ ಕೈಗೊಳ್ಳಲಾಗುವುದು. ಸಂಸದರು, ಶಾಸಕರು ಹಾಗೂ ಅಧಿಕಾರಿಗಳು ಉಪಸ್ಥಿತರಿದ್ದರು.	[851, 1834, 1092, 2085]
black-dot	[804, 2318, 817, 2331]
kicker-part-a: ಬಿಚ್ಚು	[641, 171, 719, 212]
letter-author: –ಶ್ರೀಕಂಠ ಮೂರ್ತಿ, ಬಿನ್ನಿ ಮಿಲ್, ಮಳವಳ್ಳಿ ಟೌನ್, ಮಳವಳ್ಳಿ ತಾಲೂಕು.	[188, 1274, 457, 1288]
letter-title: ಕಂದಾಯ ಸಚಿವರ ನಡೆ ಅನುಕರಣೀಯ	[90, 697, 356, 723]
letter-title: ಸಿಎಂ ಚಾಮರಾಜನಗರಕ್ಕೆ ಭೇಟಿ ನೀಡಿ, 'ಶಾಪಗ್ರಸ್ತ ಜಿಲ್ಲೆ' ಎಂಬ ಕಳಂಕ ಮುಕ್ತಿಗೊಳಿಸಲಿ!	[90, 876, 425, 929]
humor-line: ಕ್ಯಾಪ್ಟನ್ : (ಪ್ರಾಣ ಭಯದಲ್ಲಿ ಕೂಗಾಡುತ್ತಿದ್ದ ಪ್ರಯಾಣಿಕನನ್ನು ಸಂತೈಸಿ) "ಎರಡು ಮೈಲು"	[91, 226, 412, 240]
humor-line: ಆಕಾಶವಾಣಿ : "ಯಾವ ಕಡೆಗೆ?"	[91, 243, 210, 257]
edition-date: ಗುರುವಾರ, 7 ಅಕ್ಟೋಬರ್ 2021	[161, 388, 385, 409]
yellow-dot	[758, 2318, 771, 2331]
letter-title: ಲೈಂಗಿಕ ದೌರ್ಜನ್ಯ ತಡೆಗೆ ಕಾನೂನು ಜಾಗೃತಿ ಅಗತ್ಯ	[90, 1297, 400, 1319]
proverb-subline: ಪರಧನದಿಂದ ಪರಿಶುದ್ಧ ಜಾಣ	[220, 617, 327, 630]
paper-name-header: ಮೈಸೂರು ಮಿತ್ರ	[836, 86, 967, 116]
black-dot	[151, 2318, 164, 2331]
scarecrow-icon: ♟	[311, 149, 338, 185]
letter-body: ಮಾನ್ಯರೆ, ಶಾಲಾ ಕಾಲೇಜುಗಳಲ್ಲಿ ವಿದ್ಯಾರ್ಥಿನಿಯರ ಮೇಲೆ ನಡೆಯುತ್ತಿರುವ ಲೈಂಗಿಕ ಕಿರುಕುಳ ಪ್ರಕರಣಗಳು ಆತಂಕ ಮೂಡಿಸುತ್ತಿವೆ. ಪೋಕ್ಸೋ ಕಾಯ್ದೆ ಸೇರಿದಂತೆ ಮಕ್ಕಳ ರಕ್ಷಣೆಗೆ ಇರುವ ಕಾನೂನುಗಳ ಬಗ್ಗೆ ವಿದ್ಯಾರ್ಥಿಗಳು ಹಾಗೂ ಪೋಷಕರಲ್ಲಿ ಅರಿವು ಮೂಡಿಸುವ ಕಾರ್ಯಕ್ರಮಗಳನ್ನು ಶಿಕ್ಷಣ ಇಲಾಖೆ ಹಮ್ಮಿಕೊಳ್ಳಬೇಕು. ಪ್ರತಿ ಶಾಲೆಯಲ್ಲಿ ದೂರು ಪೆಟ್ಟಿಗೆ ಇಟ್ಟು, ಆಪ್ತ ಸಮಾಲೋಚಕರನ್ನು ನೇಮಿಸಬೇಕು. ಆಗ ಮಾತ್ರ ಇಂತಹ ದೌರ್ಜನ್ಯಗಳಿಗೆ ಕಡಿವಾಣ ಹಾಕಲು ಸಾಧ್ಯ.	[90, 1325, 457, 1430]
imprint-rule	[81, 2203, 1487, 2206]
letter-body: ಮಾನ್ಯರೆ, ಅಂದಿನ ಕಾಲದಲ್ಲಿ ರಾಜ್ಯದ ಮುಖ್ಯಮಂತ್ರಿಗಳಾಗಿದ್ದ ರಾಮಕೃಷ್ಣ ಹೆಗಡೆ, ವೀರೇಂದ್ರ ಪಾಟೀಲ, ಇಂದಿನ ಸಿಎಂ ಅವರ ತಂದೆಯವರಾದ ಎಸ್.ಆರ್. ಬೊಮ್ಮಾಯಿ ಅವರೂ ಸೇರಿದಂತೆ ಅನೇಕರು ಚಾಮರಾಜನಗರಕ್ಕೆ ಭೇಟಿ ನೀಡಿದ ಕೆಲವೇ ದಿನಗಳಲ್ಲಿ ಅಧಿಕಾರ ಕಳೆದುಕೊಂಡರು ಎಂಬ ಮೂಢನಂಬಿಕೆ ಬೆಳೆದುಬಂದಿದೆ. ಜಿಲ್ಲಾ ಕೇಂದ್ರವನ್ನು ಸುತ್ತಿ ಬಳಸಿ ಓಡಾಡುವ ಮುಖ್ಯಮಂತ್ರಿಗಳೇ ಹೆಚ್ಚು. ಈ ಹಿಂದೆ ಸಿದ್ದರಾಮಯ್ಯ ಅವರು ಈ ಮೂಢನಂಬಿಕೆಯನ್ನು ಮುರಿದು ಹಲವು ಬಾರಿ ಭೇಟಿ ನೀಡಿ ಪೂರ್ಣಾವಧಿ ಅಧಿಕಾರ ನಡೆಸಿದರು. ಈಗಿನ ಮುಖ್ಯಮಂತ್ರಿ ಬಸವರಾಜ ಬೊಮ್ಮಾಯಿ ಅವರೂ ಸಹ ಚಾಮರಾಜನಗರಕ್ಕೆ ಭೇಟಿ ನೀಡಿ 'ಶಾಪಗ್ರಸ್ತ ಜಿಲ್ಲೆ' ಎಂಬ ಕಳಂಕವನ್ನು ಹೋಗಲಾಡಿಸಬೇಕು. ಅಭಿವೃದ್ಧಿಯಲ್ಲಿ ಹಿಂದುಳಿದಿರುವ ಗಡಿ ಜಿಲ್ಲೆಯ ಜನರ ಆಶೋತ್ತರಗಳಿಗೆ ಸ್ಪಂದಿಸಲಿ. ಅದರಿಂದಾಗಿ ಜಿಲ್ಲೆಯ ಜನರ ಮನಸ್ಸನ್ನು ಗೆಲ್ಲುವುದರ ಜೊತೆಗೆ ಮೌಢ್ಯವನ್ನು ತೊಲಗಿಸಿದಂತೆ ಆಗುತ್ತದೆ.	[90, 935, 457, 1113]
black-dot	[1466, 2318, 1479, 2331]
imprint-rule-bottom	[81, 2304, 1487, 2306]
columnist-photo	[489, 95, 634, 284]
security-story-headline: ಮೈಸೂರು ದಸರಾಗೆ ಹೆಚ್ಚುವರಿ ಭದ್ರತೆ	[1108, 1743, 1468, 1779]
columnist-email[interactable]: e-mail: vikram@starofmysore.com	[1202, 1694, 1484, 1712]
page-number: 4	[121, 89, 147, 131]
imprint-text: Printed by T.S. Gopinath, Published by M. Govinde Gowda on behalf of Academy Newspapers Private Limited, 15-C Industrial 'A' Layout, Bannimantap, Mysore-570 015 and Printed at Academy Newspapers Private Limited, 15-C Industrial 'A' Layout, Bannimantap, Mysore-570 015 and Published at 15-C Industrial 'A' Layout, Bannimantap, Mysore-570 015, Editor: M. Govinde Gowda Ph: 2496520 / 2496521 / 2496526 / 2496527 / 2496528. Fax: 0821-2496525. CITY OFFICES: Visveswaraya Building, III Floor, K.R. CIRCLE, MYSORE-570 001, Ph: 2431774 and No. 114, D. DEVARAJ URS ROAD (Opposite Big Bus), MYSORE-570 001. Ph: 2428695. RNI Reg. No. 36581 / 1980 E-mail address: news@mysurumithra.com For advertisements: ad@mysurumithra.com	[81, 2210, 1476, 2299]
section-name: ಮೈಸೂರು ನಗರ	[195, 94, 343, 127]
humor-line: ಆಕಾಶವಾಣಿ ಪ್ರಯಾಣಿಕ : (ಹಣ್ಣು ಮುಳ್ಳುಗಳುವವರಲ್ಲಿರುವ್ವ) : "ಇಲ್ಲಿಂದ ಭೂಮಿಗೆ ಎಷ್ಟು ದೂರವಿದೆ?"	[91, 193, 420, 223]
column-divider	[1133, 320, 1134, 1724]
page-number-tab	[81, 89, 180, 131]
cm-story-headline: ಇಂದು ಚಾ.ನಗರಕ್ಕೆ ತೆರಳುವೆ: ಸಿಎಂ	[489, 1741, 969, 1790]
story-divider	[1100, 1740, 1101, 2198]
amruthavani-line: ಯೋಚಿಸುವಾಗ ದೂರದೃಷ್ಟಿಯುಳ್ಳವನಿರು – ಕಾಲ್ಮಾರ್ಕ್ಸ್.	[172, 548, 375, 562]
yellow-dot	[128, 2318, 141, 2331]
letter-author: –ಕೆ.ವಿ.ವಾಸು, ವಕೀಲರು, ಮಾನವ ಹಕ್ಕುಗಳ ಹೋರಾಟಗಾರರು, ಮೈಸೂರು.	[176, 854, 457, 868]
edition-paper-name: ಮೈಸೂರು ಮಿತ್ರ	[201, 351, 345, 382]
letter-author: –ಪರಶಿವಮೂರ್ತಿ, ನಂಜನಗೂಡು, ಸರಗೂರು ತಾಲ್ಲೂಕು.	[245, 1116, 457, 1129]
